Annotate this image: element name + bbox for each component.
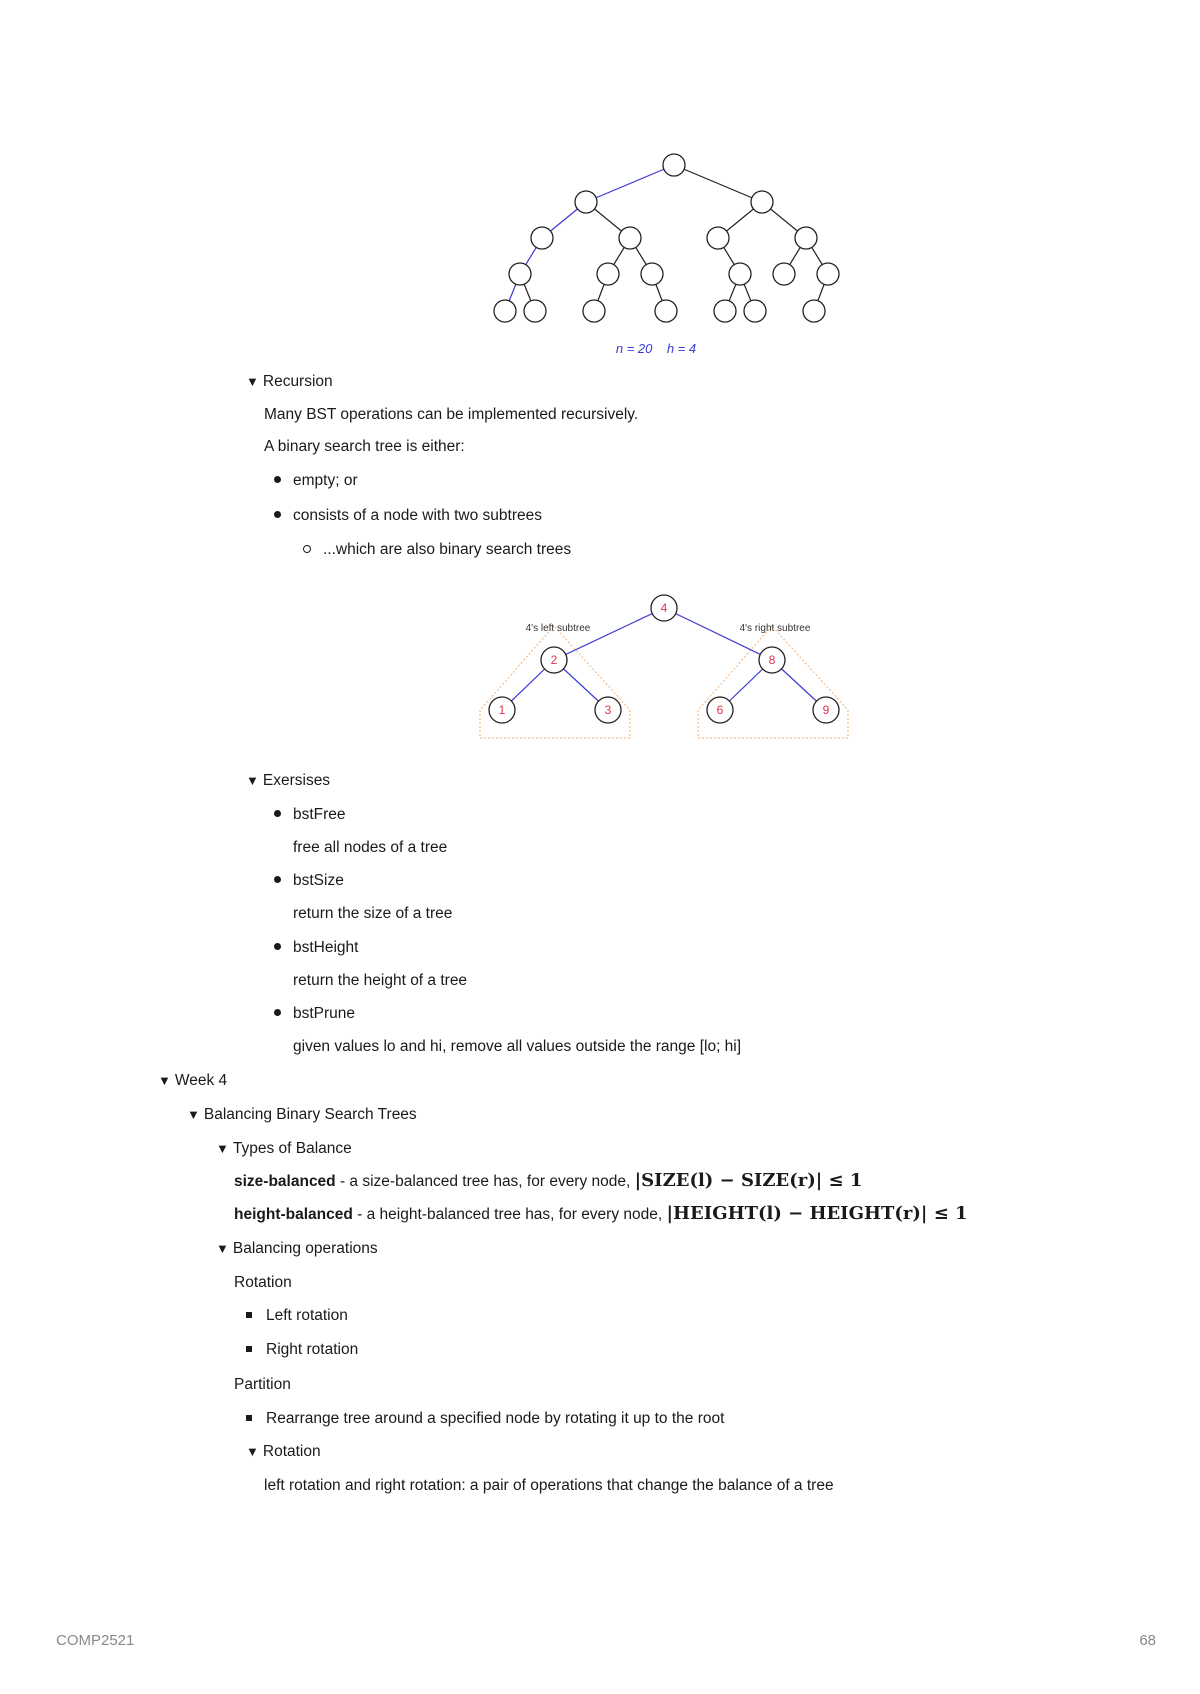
balancing-heading[interactable]: ▼ Balancing Binary Search Trees: [187, 1106, 417, 1123]
left-subtree-label: 4's left subtree: [525, 623, 591, 634]
tree-node: [729, 263, 751, 285]
tree-node: [707, 227, 729, 249]
recursion-heading[interactable]: ▼ Recursion: [246, 373, 333, 390]
node-label: 6: [716, 703, 724, 717]
tree-node: [494, 300, 516, 322]
tree-node: [744, 300, 766, 322]
tree-node: [524, 300, 546, 322]
rotation-description: left rotation and right rotation: a pair of operations that change the balance of a tree: [264, 1477, 834, 1494]
exercises-heading[interactable]: ▼ Exersises: [246, 772, 331, 789]
list-item: bstFree: [274, 806, 346, 824]
height-formula: |HEIGHT(l) − HEIGHT(r)| ≤ 1: [666, 1203, 968, 1224]
tree-node: [751, 191, 773, 213]
tree-node: [817, 263, 839, 285]
week4-heading[interactable]: ▼ Week 4: [158, 1072, 228, 1089]
node-label: 8: [768, 653, 776, 667]
right-subtree-label: 4's right subtree: [739, 623, 811, 634]
node-label: 1: [498, 703, 506, 717]
list-item: Rearrange tree around a specified node by rotating it up to the root: [246, 1410, 724, 1428]
balancing-ops-heading[interactable]: ▼ Balancing operations: [216, 1240, 378, 1257]
tree-caption: n = 20 h = 4: [615, 341, 697, 356]
size-formula: |SIZE(l) − SIZE(r)| ≤ 1: [634, 1170, 863, 1191]
types-heading[interactable]: ▼ Types of Balance: [216, 1140, 352, 1157]
tree-node: [575, 191, 597, 213]
tree-nodes: [494, 154, 839, 322]
tree-node: [583, 300, 605, 322]
toggle-triangle-icon: ▼: [246, 374, 259, 389]
size-balanced-definition: size-balanced - a size-balanced tree has, for every node, |SIZE(l) − SIZE(r)| ≤ 1: [234, 1170, 863, 1191]
exercise-description: return the height of a tree: [293, 972, 468, 989]
bullet-icon: [274, 511, 281, 518]
tree-node: [773, 263, 795, 285]
list-item: consists of a node with two subtrees: [274, 507, 542, 525]
toggle-triangle-icon: ▼: [216, 1241, 229, 1256]
toggle-triangle-icon: ▼: [216, 1141, 229, 1156]
exercise-description: return the size of a tree: [293, 905, 453, 922]
hollow-bullet-icon: [303, 545, 311, 553]
square-bullet-icon: [246, 1312, 252, 1318]
toggle-triangle-icon: ▼: [158, 1073, 171, 1088]
height-balanced-definition: height-balanced - a height-balanced tree has, for every node, |HEIGHT(l) − HEIGHT(r)| ≤ 1: [234, 1203, 968, 1224]
list-item: Left rotation: [246, 1307, 348, 1325]
node-label: 3: [604, 703, 612, 717]
list-item: bstSize: [274, 872, 344, 890]
list-item: bstHeight: [274, 939, 358, 957]
tree-node: [803, 300, 825, 322]
toggle-triangle-icon: ▼: [187, 1107, 200, 1122]
list-item: empty; or: [274, 472, 358, 490]
tree-node: [655, 300, 677, 322]
tree-node: [795, 227, 817, 249]
tree-node: [663, 154, 685, 176]
list-item: Right rotation: [246, 1341, 358, 1359]
recursion-paragraph-2: A binary search tree is either:: [264, 438, 465, 455]
recursion-paragraph-1: Many BST operations can be implemented recursively.: [264, 406, 639, 423]
exercise-description: given values lo and hi, remove all values outside the range [lo; hi]: [293, 1038, 742, 1055]
list-item: bstPrune: [274, 1005, 355, 1023]
tree-diagram: [480, 145, 860, 365]
node-label: 9: [822, 703, 830, 717]
toggle-triangle-icon: ▼: [246, 773, 259, 788]
node-label: 4: [660, 601, 668, 615]
tree-node: [619, 227, 641, 249]
footer-page-number: 68: [1139, 1632, 1156, 1649]
partition-label: Partition: [234, 1376, 291, 1393]
exercise-description: free all nodes of a tree: [293, 839, 448, 856]
subtree-diagram: [470, 590, 860, 740]
tree-node: [509, 263, 531, 285]
tree-node: [597, 263, 619, 285]
tree-node: [641, 263, 663, 285]
tree-node: [714, 300, 736, 322]
rotation-subheading[interactable]: ▼ Rotation: [246, 1443, 321, 1460]
node-label: 2: [550, 653, 558, 667]
toggle-triangle-icon: ▼: [246, 1444, 259, 1459]
bullet-icon: [274, 1009, 281, 1016]
bullet-icon: [274, 810, 281, 817]
tree-node: [531, 227, 553, 249]
bullet-icon: [274, 876, 281, 883]
square-bullet-icon: [246, 1346, 252, 1352]
square-bullet-icon: [246, 1415, 252, 1421]
list-item: ...which are also binary search trees: [303, 541, 571, 559]
footer-course: COMP2521: [56, 1632, 135, 1649]
bullet-icon: [274, 476, 281, 483]
rotation-label: Rotation: [234, 1274, 292, 1291]
bullet-icon: [274, 943, 281, 950]
